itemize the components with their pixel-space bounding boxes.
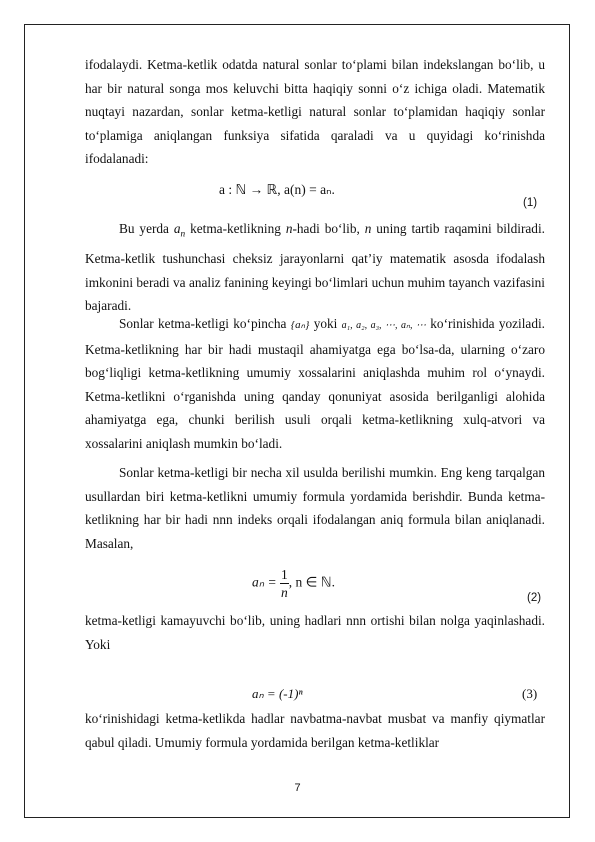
symbol-a-n: $a_n$ [173,221,186,240]
symbol-n: n [364,221,372,236]
paragraph-notation [85,312,545,456]
equation-1: a : ℕ → ℝ, a(n) = aₙ. [219,182,335,197]
equation-2-number: (2) [527,592,542,604]
paragraph-intro [85,53,545,171]
equation-3-number: (3) [522,686,538,701]
paragraph-text: ifodalaydi. Ketma-ketlik odatda natural sonlar to‘plami bilan indekslangan bo‘lib, u har bir natural songa mos keluvchi bitta haqiqiy sonni o‘z ichiga oladi. Matematik nuqtayi nazardan, sonlar ketma-ketligi natural sonlar to‘plamidan haqiqiy sonlar to‘plamiga aniqlangan funksiya sifatida qaraladi va u quyidagi ko‘rinishda ifodalanadi: [85,57,545,167]
paragraph-formula [85,461,545,555]
symbol-n: n [285,221,293,236]
paragraph-alternating [85,707,545,754]
equation-2: aₙ = $\frac{1}{n}$ , n ∈ ℕ. [252,567,335,600]
paragraph-text: Sonlar ketma-ketligi bir necha xil usulda berilishi mumkin. Eng keng tarqalgan usullardan biri ketma-ketlikni umumiy formula yordamida berishdir. Bunda ketma-ketlikning har bir hadi nnn indeks orqali ifodalangan aniq formula bilan aniqlanadi. Masalan, [85,465,545,551]
fraction: $\frac{1}{n}$ [281,567,288,600]
paragraph-decreasing [85,609,545,656]
paragraph-text: ko‘rinishidagi ketma-ketlikda hadlar navbatma-navbat musbat va manfiy qiymatlar qabul qiladi. Umumiy formula yordamida berilgan ketma-ketliklar [85,711,545,750]
equation-1-number: (1) [523,197,538,209]
paragraph-text: ketma-ketligi kamayuvchi bo‘lib, uning hadlari nnn ortishi bilan nolga yaqinlashadi. Yoki [85,613,545,652]
page-number: 7 [294,782,301,794]
paragraph-definition [85,217,545,318]
sequence-list-notation: a₁, a₂, a₃, ⋯, aₙ, ⋯ [341,320,426,331]
paragraph-text: Bu yerda $a_n$ ketma-ketlikning n-hadi bo‘lib, n uning tartib raqamini bildiradi. Ketma-ketlik tushunchasi cheksiz jarayonlarni qat’iy matematik asosda ifodalash imkonini beradi va analiz fanining keyingi bo‘limlari uchun muhim tayanch vazifasini bajaradi. [85,221,545,314]
equation-3: aₙ = (-1)ⁿ [252,686,303,701]
paragraph-text: Sonlar ketma-ketligi ko‘pincha {aₙ} yoki a₁, a₂, a₃, ⋯, aₙ, ⋯ ko‘rinishida yoziladi. Ketma-ketlikning har bir hadi mustaqil ahamiyatga ega bo‘lsa-da, ularning o‘zaro bog‘liqligi ketma-ketlikning umumiy xossalarini aniqlashda muhim rol o‘ynaydi. Ketma-ketlikni o‘rganishda uning qanday qonuniyat asosida berilganligi alohida ahamiyatga ega, chunki berilish usuli orqali ketma-ketlikning xulq-atvori va xossalarini aniqlash mumkin bo‘ladi. [85,316,545,451]
sequence-brace-notation: {aₙ} [290,319,310,331]
